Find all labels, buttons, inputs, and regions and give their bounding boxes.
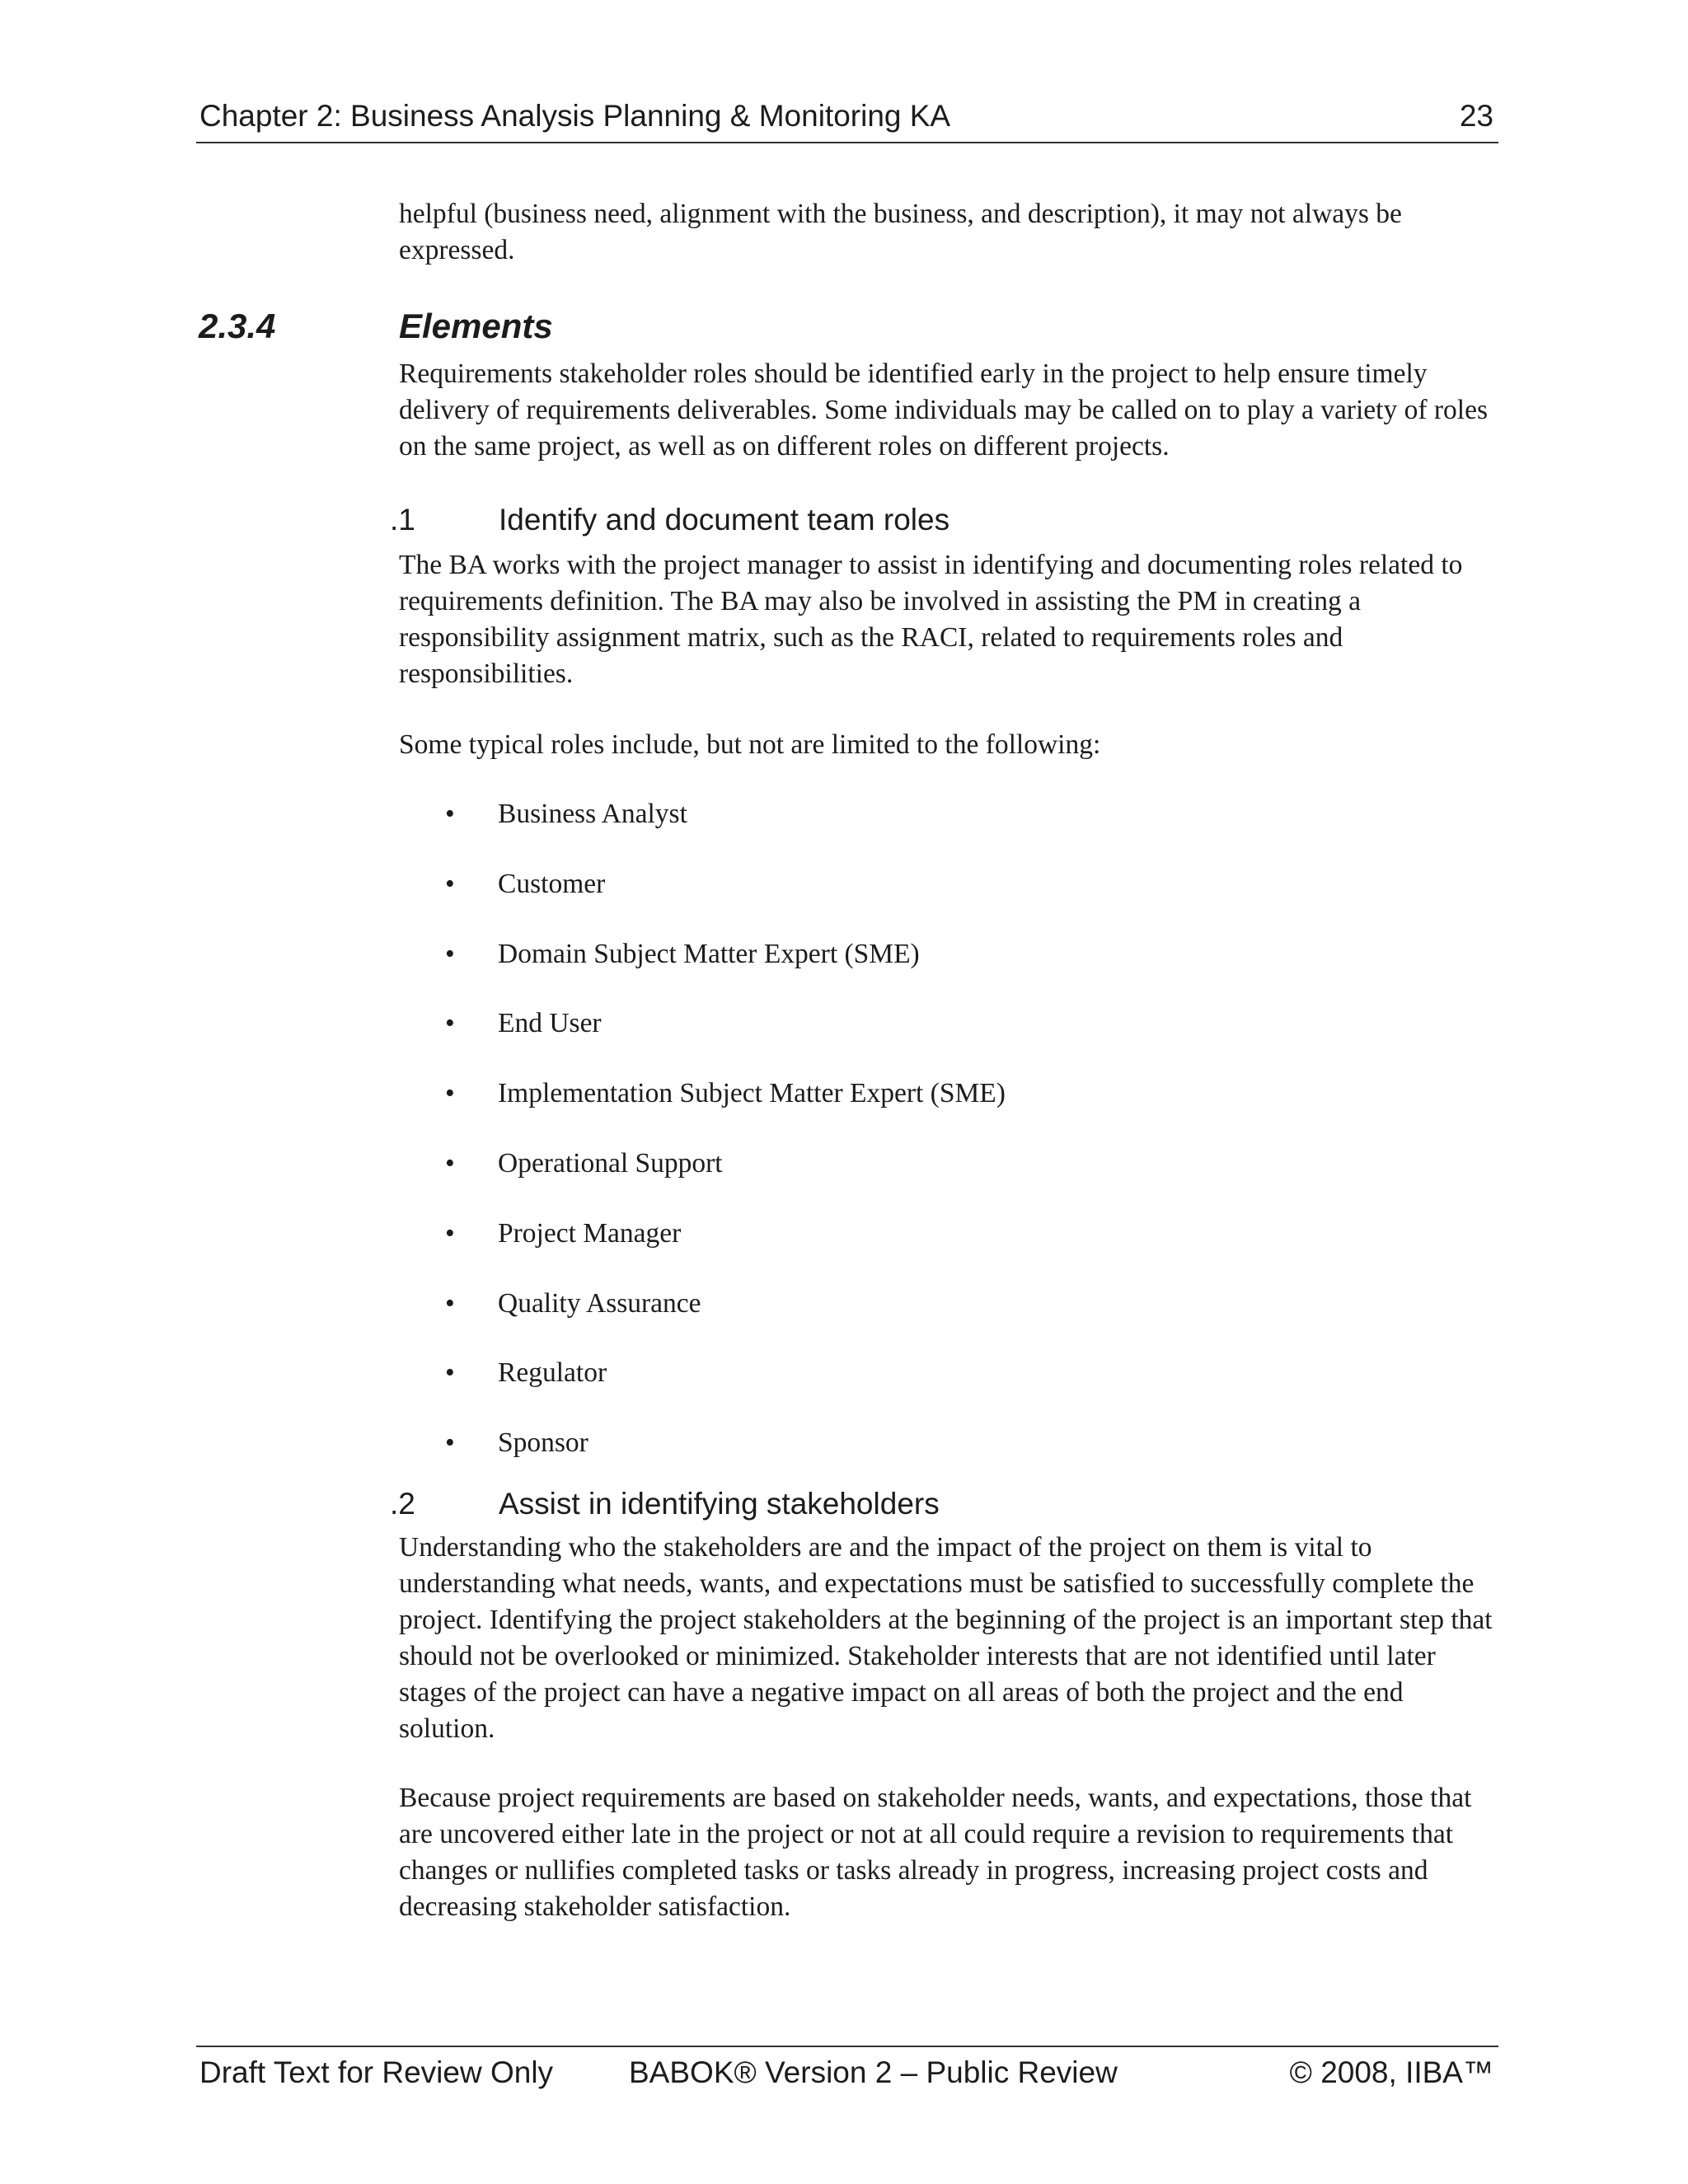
subsection-2-paragraph-1: Understanding who the stakeholders are and the impact of the project on them is vital to understanding what needs, wants, and expectations must be satisfied to successfully complete the project. Identifying the project stakeholders at the beginning of the project is an important step that should not be overlooked or minimized. Stakeholder interests that are not identified until later stages of the project can have a negative impact on all areas of both the project and the end solution. [399, 1532, 1493, 1744]
chapter-title: Chapter 2: Business Analysis Planning & Monitoring KA [199, 99, 951, 133]
section-title: Elements [399, 307, 553, 345]
bullet-icon: • [445, 1357, 455, 1389]
footer-version: BABOK® Version 2 – Public Review [629, 2055, 1118, 2089]
footer-copyright: © 2008, IIBA™ [1289, 2055, 1493, 2089]
subsection-1-paragraph-1: The BA works with the project manager to assist in identifying and documenting roles related to requirements definition. The BA may also be involved in assisting the PM in creating a responsibility assignment matrix, such as the RACI, related to requirements roles and responsibilities. [399, 550, 1463, 689]
continuation-paragraph: helpful (business need, alignment with the business, and description), it may not always be expressed. [399, 199, 1402, 265]
bullet-icon: • [445, 938, 455, 969]
role-label: Customer [498, 868, 606, 899]
bullet-icon: • [445, 1147, 455, 1179]
role-label: Business Analyst [498, 799, 687, 829]
subsection-2-title: Assist in identifying stakeholders [499, 1487, 940, 1521]
bullet-icon: • [445, 799, 455, 829]
bullet-icon: • [445, 1287, 455, 1319]
bullet-icon: • [445, 1008, 455, 1039]
subsection-2-number: .2 [390, 1487, 415, 1521]
footer-draft-notice: Draft Text for Review Only [199, 2055, 554, 2089]
role-label: Sponsor [498, 1427, 588, 1459]
role-label: Regulator [498, 1357, 607, 1389]
role-label: Quality Assurance [498, 1287, 701, 1319]
bullet-icon: • [445, 1217, 455, 1249]
page-number: 23 [1459, 99, 1493, 133]
role-label: Implementation Subject Matter Expert (SME) [498, 1078, 1006, 1109]
subsection-1-title: Identify and document team roles [499, 503, 950, 537]
running-header [196, 97, 1498, 143]
role-label: End User [498, 1008, 602, 1039]
subsection-2-paragraph-2: Because project requirements are based on stakeholder needs, wants, and expectations, those that are uncovered either late in the project or not at all could require a revision to requirements that changes or nullifies completed tasks or tasks already in progress, increasing project costs and decreasing stakeholder satisfaction. [399, 1783, 1472, 1922]
role-label: Domain Subject Matter Expert (SME) [498, 938, 920, 969]
bullet-icon: • [445, 868, 455, 899]
section-intro: Requirements stakeholder roles should be identified early in the project to help ensure timely delivery of requirements deliverables. Some individuals may be called on to play a variety of roles on the same project, as well as on different roles on different projects. [399, 359, 1488, 462]
bullet-icon: • [445, 1427, 455, 1459]
bullet-icon: • [445, 1078, 455, 1109]
section-number: 2.3.4 [199, 307, 276, 345]
role-label: Operational Support [498, 1147, 723, 1179]
role-label: Project Manager [498, 1217, 682, 1249]
subsection-1-number: .1 [390, 503, 415, 537]
running-footer [196, 2046, 1498, 2097]
subsection-1-paragraph-2: Some typical roles include, but not are limited to the following: [399, 729, 1101, 760]
